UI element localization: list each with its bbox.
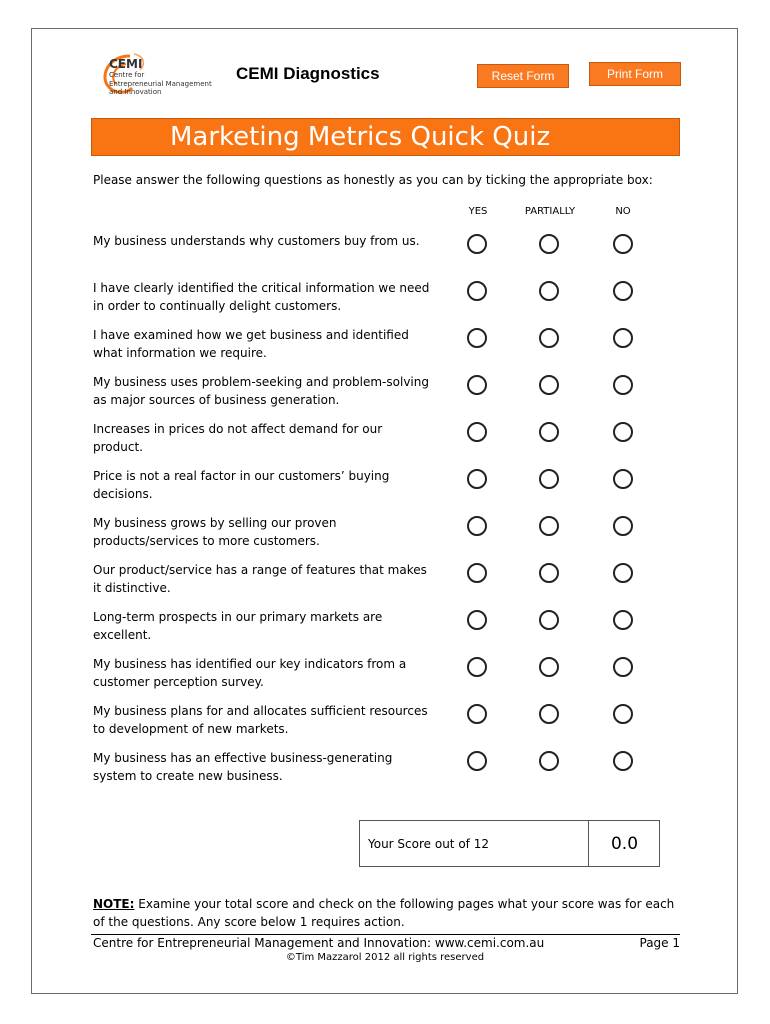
question-text-line-2: it distinctive. <box>93 580 171 595</box>
question-text-line-2: as major sources of business generation. <box>93 392 340 407</box>
radio-q7-no[interactable] <box>613 516 633 536</box>
radio-q8-no[interactable] <box>613 563 633 583</box>
radio-q7-partially[interactable] <box>539 516 559 536</box>
logo-line-3: and Innovation <box>109 88 162 96</box>
reset-form-button[interactable]: Reset Form <box>477 64 569 88</box>
radio-q4-partially[interactable] <box>539 375 559 395</box>
question-6 <box>93 468 443 503</box>
radio-q11-partially[interactable] <box>539 704 559 724</box>
radio-q12-no[interactable] <box>613 751 633 771</box>
question-text-line-2: what information we require. <box>93 345 267 360</box>
column-header-partially: PARTIALLY <box>524 206 576 217</box>
radio-q10-yes[interactable] <box>467 657 487 677</box>
radio-q2-partially[interactable] <box>539 281 559 301</box>
page-number: Page 1 <box>639 936 680 950</box>
question-10 <box>93 656 443 691</box>
footer-rule <box>91 934 680 935</box>
radio-q7-yes[interactable] <box>467 516 487 536</box>
note-label: NOTE: <box>93 897 135 911</box>
question-text-line-1: Our product/service has a range of features that makes <box>93 563 427 577</box>
radio-q1-partially[interactable] <box>539 234 559 254</box>
instructions: Please answer the following questions as honestly as you can by ticking the appropriate box: <box>93 173 653 187</box>
radio-q8-yes[interactable] <box>467 563 487 583</box>
question-text-line-2: products/services to more customers. <box>93 533 320 548</box>
question-text-line-2: product. <box>93 439 143 454</box>
app-title: CEMI Diagnostics <box>236 64 380 83</box>
radio-q4-no[interactable] <box>613 375 633 395</box>
question-text-line-1: Increases in prices do not affect demand for our <box>93 422 383 436</box>
question-text-line-1: My business understands why customers buy from us. <box>93 234 420 248</box>
radio-q9-no[interactable] <box>613 610 633 630</box>
radio-q5-yes[interactable] <box>467 422 487 442</box>
radio-q6-yes[interactable] <box>467 469 487 489</box>
page-title: Marketing Metrics Quick Quiz <box>91 118 680 156</box>
question-1 <box>93 233 443 251</box>
footer-centre-info: Centre for Entrepreneurial Management and Innovation: www.cemi.com.au <box>93 936 545 950</box>
question-9 <box>93 609 443 644</box>
radio-q9-yes[interactable] <box>467 610 487 630</box>
note <box>93 896 688 931</box>
question-text-line-1: Price is not a real factor in our customers’ buying <box>93 469 390 483</box>
logo-name: CEMI <box>109 57 143 71</box>
question-text-line-2: in order to continually delight customers. <box>93 298 342 313</box>
question-4 <box>93 374 443 409</box>
copyright: ©Tim Mazzarol 2012 all rights reserved <box>285 952 485 963</box>
question-3 <box>93 327 443 362</box>
logo-line-1: Centre for <box>109 71 145 79</box>
radio-q6-no[interactable] <box>613 469 633 489</box>
column-header-yes: YES <box>468 206 488 217</box>
radio-q2-no[interactable] <box>613 281 633 301</box>
radio-q6-partially[interactable] <box>539 469 559 489</box>
question-text-line-2: excellent. <box>93 627 152 642</box>
note-text: Examine your total score and check on the following pages what your score was for each of the questions. Any score below 1 requires action. <box>93 897 675 929</box>
question-11 <box>93 703 443 738</box>
radio-q3-partially[interactable] <box>539 328 559 348</box>
question-text-line-1: My business has identified our key indicators from a <box>93 657 407 671</box>
logo-line-2: Entrepreneurial Management <box>109 79 212 88</box>
score-label: Your Score out of 12 <box>368 837 489 851</box>
score-value: 0.0 <box>610 834 639 854</box>
column-header-no: NO <box>615 206 631 217</box>
radio-q5-partially[interactable] <box>539 422 559 442</box>
question-text-line-2: decisions. <box>93 486 153 501</box>
question-text-line-1: My business plans for and allocates sufficient resources <box>93 704 428 718</box>
radio-q3-yes[interactable] <box>467 328 487 348</box>
question-2 <box>93 280 443 315</box>
radio-q10-no[interactable] <box>613 657 633 677</box>
question-text-line-1: My business has an effective business-generating <box>93 751 393 765</box>
question-8 <box>93 562 443 597</box>
question-5 <box>93 421 443 456</box>
radio-q3-no[interactable] <box>613 328 633 348</box>
radio-q2-yes[interactable] <box>467 281 487 301</box>
radio-q1-yes[interactable] <box>467 234 487 254</box>
question-text-line-1: I have examined how we get business and identified <box>93 328 409 342</box>
radio-q12-partially[interactable] <box>539 751 559 771</box>
question-text-line-1: My business grows by selling our proven <box>93 516 337 530</box>
radio-q5-no[interactable] <box>613 422 633 442</box>
question-12 <box>93 750 443 785</box>
question-text-line-1: My business uses problem-seeking and problem-solving <box>93 375 429 389</box>
radio-q8-partially[interactable] <box>539 563 559 583</box>
radio-q9-partially[interactable] <box>539 610 559 630</box>
question-text-line-1: Long-term prospects in our primary markets are <box>93 610 383 624</box>
question-text-line-2: system to create new business. <box>93 768 283 783</box>
print-form-button[interactable]: Print Form <box>589 62 681 86</box>
radio-q11-no[interactable] <box>613 704 633 724</box>
radio-q12-yes[interactable] <box>467 751 487 771</box>
question-text-line-1: I have clearly identified the critical information we need <box>93 281 430 295</box>
question-7 <box>93 515 443 550</box>
radio-q11-yes[interactable] <box>467 704 487 724</box>
question-text-line-2: to development of new markets. <box>93 721 289 736</box>
question-text-line-2: customer perception survey. <box>93 674 264 689</box>
radio-q10-partially[interactable] <box>539 657 559 677</box>
radio-q1-no[interactable] <box>613 234 633 254</box>
radio-q4-yes[interactable] <box>467 375 487 395</box>
logo-text <box>109 58 212 97</box>
